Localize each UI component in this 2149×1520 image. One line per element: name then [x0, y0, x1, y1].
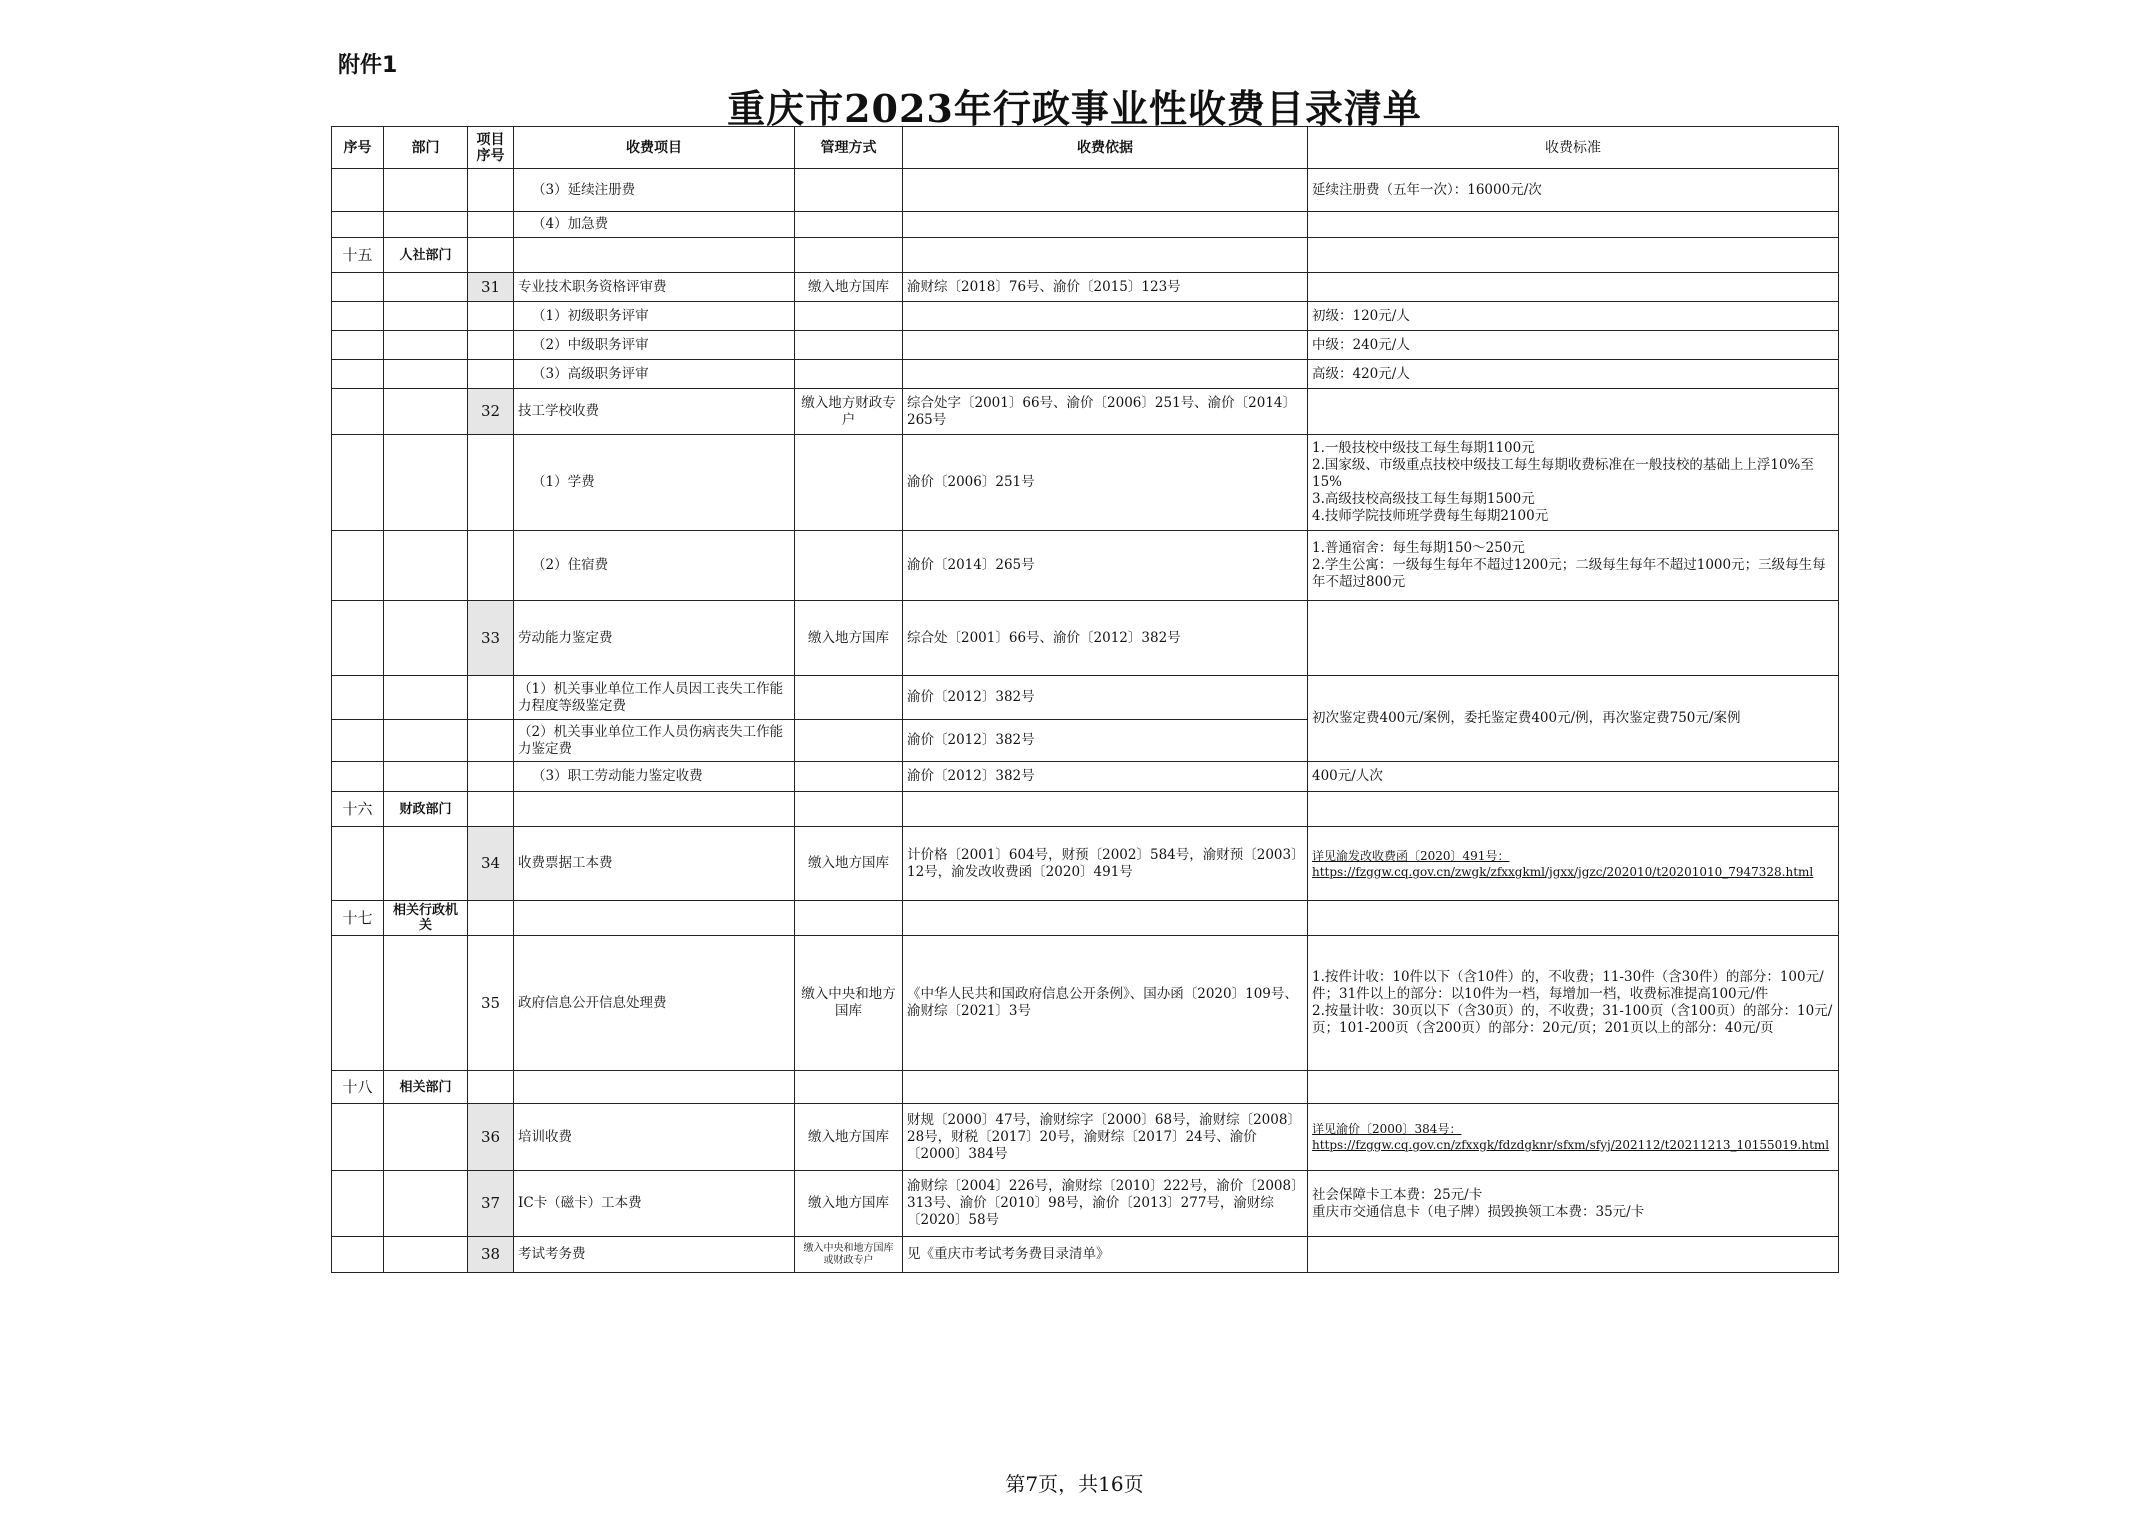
standard-line: 1.一般技校中级技工每生每期1100元 — [1312, 440, 1535, 456]
item-cell: 专业技术职务资格评审费 — [514, 273, 795, 302]
item-cell: （2）机关事业单位工作人员伤病丧失工作能力鉴定费 — [514, 720, 795, 762]
standard-link[interactable]: https://fzggw.cq.gov.cn/zfxxgk/fdzdgknr/sfxm/sfyj/202112/t20211213_10155019.html — [1312, 1138, 1830, 1152]
item-cell: 考试考务费 — [514, 1237, 795, 1273]
basis-cell: 渝财综〔2004〕226号，渝财综〔2010〕222号，渝价〔2008〕313号、渝价〔2010〕98号，渝价〔2013〕277号，渝财综〔2020〕58号 — [903, 1171, 1308, 1237]
item-cell: （1）机关事业单位工作人员因工丧失工作能力程度等级鉴定费 — [514, 676, 795, 720]
header-standard: 收费标准 — [1308, 127, 1839, 169]
header-item: 收费项目 — [514, 127, 795, 169]
standard-cell — [1308, 1104, 1839, 1171]
standard-line: 社会保障卡工本费：25元/卡 — [1312, 1186, 1483, 1203]
item-cell: （4）加急费 — [514, 212, 795, 238]
basis-cell: 渝财综〔2018〕76号、渝价〔2015〕123号 — [903, 273, 1308, 302]
header-seq: 序号 — [332, 127, 384, 169]
standard-reference: 详见渝发改收费函〔2020〕491号： — [1312, 848, 1510, 863]
table-row — [332, 1104, 1839, 1171]
mgmt-cell: 缴入地方国库 — [795, 1171, 903, 1237]
header-basis: 收费依据 — [903, 127, 1308, 169]
standard-cell: 中级：240元/人 — [1308, 331, 1839, 360]
table-row — [332, 302, 1839, 331]
item-cell: （2）中级职务评审 — [514, 331, 795, 360]
standard-cell: 初级：120元/人 — [1308, 302, 1839, 331]
item-cell: IC卡（磁卡）工本费 — [514, 1171, 795, 1237]
section-dept: 财政部门 — [384, 792, 468, 827]
basis-cell: 渝价〔2012〕382号 — [903, 762, 1308, 792]
standard-line: 2.国家级、市级重点技校中级技工每生每期收费标准在一般技校的基础上上浮10%至15% — [1312, 457, 1814, 490]
item-cell: 劳动能力鉴定费 — [514, 601, 795, 676]
standard-cell — [1308, 827, 1839, 901]
header-dept: 部门 — [384, 127, 468, 169]
basis-cell: 综合处〔2001〕66号、渝价〔2012〕382号 — [903, 601, 1308, 676]
standard-cell: 延续注册费（五年一次）：16000元/次 — [1308, 169, 1839, 212]
page-title: 重庆市2023年行政事业性收费目录清单 — [727, 86, 1422, 131]
mgmt-cell: 缴入地方国库 — [795, 827, 903, 901]
table-row — [332, 936, 1839, 1071]
section-row — [332, 238, 1839, 273]
standard-cell: 高级：420元/人 — [1308, 360, 1839, 389]
mgmt-cell: 缴入中央和地方国库或财政专户 — [795, 1237, 903, 1273]
table-row — [332, 212, 1839, 238]
item-number: 37 — [468, 1171, 514, 1237]
table-row — [332, 331, 1839, 360]
header-item-no: 项目序号 — [468, 127, 514, 169]
section-seq: 十五 — [332, 238, 384, 273]
standard-cell — [1308, 1171, 1839, 1237]
standard-cell — [1308, 531, 1839, 601]
table-row — [332, 827, 1839, 901]
table-row — [332, 1171, 1839, 1237]
table-row — [332, 676, 1839, 720]
mgmt-cell: 缴入地方国库 — [795, 601, 903, 676]
section-seq: 十七 — [332, 901, 384, 936]
attachment-label: 附件1 — [338, 53, 398, 78]
item-number: 38 — [468, 1237, 514, 1273]
item-cell: 培训收费 — [514, 1104, 795, 1171]
item-cell: （3）职工劳动能力鉴定收费 — [514, 762, 795, 792]
standard-line: 1.普通宿舍：每生每期150～250元 — [1312, 540, 1525, 556]
page-number: 第7页，共16页 — [1005, 1472, 1144, 1496]
standard-line: 2.学生公寓：一级每生每年不超过1200元；二级每生每年不超过1000元；三级每生每年不超过800元 — [1312, 557, 1826, 590]
standard-cell — [1308, 936, 1839, 1071]
header-row — [332, 127, 1839, 169]
basis-cell: 综合处字〔2001〕66号、渝价〔2006〕251号、渝价〔2014〕265号 — [903, 389, 1308, 435]
mgmt-cell: 缴入地方财政专户 — [795, 389, 903, 435]
item-cell: 政府信息公开信息处理费 — [514, 936, 795, 1071]
standard-link[interactable]: https://fzggw.cq.gov.cn/zwgk/zfxxgkml/jgxx/jgzc/202010/t20201010_7947328.html — [1312, 864, 1814, 879]
mgmt-cell: 缴入地方国库 — [795, 273, 903, 302]
basis-cell: 渝价〔2014〕265号 — [903, 531, 1308, 601]
basis-cell: 渝价〔2006〕251号 — [903, 435, 1308, 531]
basis-cell: 渝价〔2012〕382号 — [903, 720, 1308, 762]
item-cell: （1）学费 — [514, 435, 795, 531]
basis-cell: 财规〔2000〕47号，渝财综字〔2000〕68号，渝财综〔2008〕28号，财税〔2017〕20号，渝财综〔2017〕24号、渝价〔2000〕384号 — [903, 1104, 1308, 1171]
table-row — [332, 360, 1839, 389]
section-dept: 相关行政机关 — [384, 901, 468, 936]
item-number: 36 — [468, 1104, 514, 1171]
section-seq: 十八 — [332, 1071, 384, 1104]
standard-line: 2.按量计收：30页以下（含30页）的，不收费；31-100页（含100页）的部分：10元/页；101-200页（含200页）的部分：20元/页；201页以上的部分：40元/页 — [1312, 1003, 1833, 1036]
standard-reference: 详见渝价〔2000〕384号： — [1312, 1122, 1462, 1136]
table-row — [332, 531, 1839, 601]
standard-cell: 400元/人次 — [1308, 762, 1839, 792]
standard-line: 重庆市交通信息卡（电子牌）损毁换领工本费：35元/卡 — [1312, 1203, 1645, 1220]
basis-cell: 见《重庆市考试考务费目录清单》 — [903, 1237, 1308, 1273]
section-seq: 十六 — [332, 792, 384, 827]
standard-cell: 初次鉴定费400元/案例，委托鉴定费400元/例，再次鉴定费750元/案例 — [1308, 676, 1839, 762]
item-number: 34 — [468, 827, 514, 901]
table-row — [332, 273, 1839, 302]
item-cell: （3）高级职务评审 — [514, 360, 795, 389]
standard-line: 1.按件计收：10件以下（含10件）的，不收费；11-30件（含30件）的部分：100元/件；31件以上的部分：以10件为一档，每增加一档，收费标准提高100元/件 — [1312, 969, 1824, 1002]
table-row — [332, 1237, 1839, 1273]
standard-cell — [1308, 435, 1839, 531]
header-mgmt: 管理方式 — [795, 127, 903, 169]
table-row — [332, 389, 1839, 435]
table-row — [332, 601, 1839, 676]
item-cell: （1）初级职务评审 — [514, 302, 795, 331]
basis-cell: 渝价〔2012〕382号 — [903, 676, 1308, 720]
table-row — [332, 762, 1839, 792]
section-row — [332, 901, 1839, 936]
table-row — [332, 169, 1839, 212]
section-row — [332, 1071, 1839, 1104]
item-number: 32 — [468, 389, 514, 435]
basis-cell: 计价格〔2001〕604号，财预〔2002〕584号，渝财预〔2003〕12号，渝发改收费函〔2020〕491号 — [903, 827, 1308, 901]
section-row — [332, 792, 1839, 827]
item-number: 33 — [468, 601, 514, 676]
item-number: 31 — [468, 273, 514, 302]
mgmt-cell: 缴入中央和地方国库 — [795, 936, 903, 1071]
item-number: 35 — [468, 936, 514, 1071]
section-dept: 相关部门 — [384, 1071, 468, 1104]
standard-line: 3.高级技校高级技工每生每期1500元 — [1312, 491, 1535, 507]
section-dept: 人社部门 — [384, 238, 468, 273]
basis-cell: 《中华人民共和国政府信息公开条例》、国办函〔2020〕109号、渝财综〔2021〕3号 — [903, 936, 1308, 1071]
item-cell: （3）延续注册费 — [514, 169, 795, 212]
table-row — [332, 435, 1839, 531]
fee-catalog-table — [331, 126, 1839, 1273]
standard-line: 4.技师学院技师班学费每生每期2100元 — [1312, 508, 1549, 524]
mgmt-cell: 缴入地方国库 — [795, 1104, 903, 1171]
item-cell: 技工学校收费 — [514, 389, 795, 435]
item-cell: 收费票据工本费 — [514, 827, 795, 901]
item-cell: （2）住宿费 — [514, 531, 795, 601]
